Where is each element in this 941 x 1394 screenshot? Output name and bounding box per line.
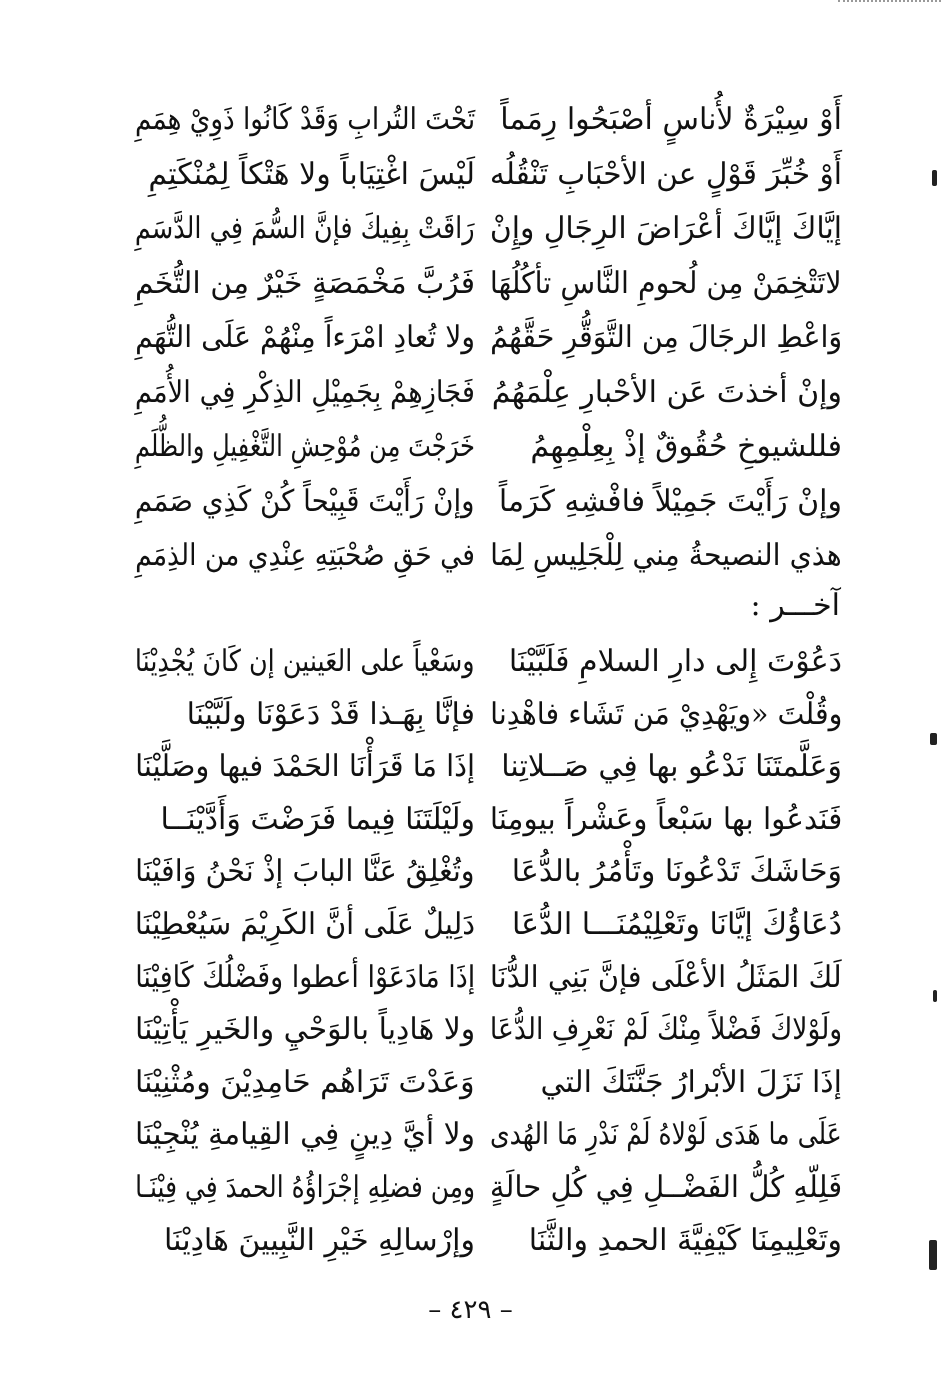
scan-border-dots (838, 0, 941, 22)
verse-first-hemistich (490, 1004, 842, 1056)
verse-text: ومِن فضلِهِ إجْرَاؤُهُ الحمدَ فِي فِيْنَـا (135, 1170, 475, 1205)
verse-text: وتُغْلِقُ عَنَّا البابَ إذْ نَحْنُ وَافَيْنَا (135, 854, 475, 890)
verse-first-hemistich (490, 367, 842, 419)
verse-first-hemistich (490, 149, 842, 201)
verse-text: ولا هَادِياً بالوَحْيِ والخَيرِ يَأْتِيْنَا (134, 1012, 475, 1048)
verse-first-hemistich (490, 846, 842, 898)
verse-text: دَلِيلٌ عَلَى أنَّ الكَرِيْمَ سَيُعْطِيْنَا (134, 907, 475, 942)
verse-text: وَعَلَّمتَنَا نَدْعُو بها فِي صَــلاتِنا (501, 749, 842, 785)
verse-second-hemistich (135, 1057, 475, 1109)
verse-text: وتَعْلِيمِنَا كَيْفِيَّةَ الحمدِ والثَّنَا (528, 1222, 842, 1258)
verse-text: تَحْتَ التُرابِ وَقَدْ كَانُوا ذَوِيْ هِمَمِ (134, 102, 475, 137)
verse-first-hemistich (490, 1215, 842, 1267)
verse-first-hemistich (490, 952, 842, 1004)
page-number: – ٤٢٩ – (428, 1295, 513, 1325)
verse-second-hemistich (135, 899, 475, 951)
verse-second-hemistich (135, 741, 475, 793)
verse-first-hemistich (490, 899, 842, 951)
verse-text: أَوْ خُبِّرَ قَوْلٍ عن الأحْبَابِ تَنْقُلُه (489, 156, 842, 192)
section-title: آخـــر : (750, 588, 840, 623)
verse-text: إيَّاكَ إيَّاكَ أعْرَاضَ الرِجَالِ وإِنْ (489, 211, 842, 246)
verse-text: فإنَّا بِهَـذا قَدْ دَعَوْنَا ولَبَّيْنَا (186, 696, 475, 732)
verse-text: إذَا مَا قَرَأْنَا الحَمْدَ فيها وصَلَّيْنَا (134, 749, 475, 785)
verse-text: دَعُوْتَ إِلى دارِ السلامِ فَلَبَّيْنَا (508, 644, 842, 679)
verse-text: دُعَاؤُكَ إيَّانَا وتَعْلِيْمُنَـــا الدُّعَا (512, 907, 842, 942)
verse-first-hemistich (490, 741, 842, 793)
verse-first-hemistich (490, 203, 842, 255)
verse-first-hemistich (490, 1162, 842, 1214)
verse-text: وَعَدْتَ تَرَاهُم حَامِدِيْنَ ومُثْنِيْنَا (135, 1064, 475, 1100)
verse-text: وإرْسالِهِ خَيْرِ النَّبِيينَ هَادِيْنَا (164, 1222, 475, 1258)
margin-mark (932, 170, 937, 186)
verse-text: فَنَدعُوا بها سَبْعاً وعَشْراً بيومِنَا (489, 801, 842, 837)
verse-text: وإنْ أخذتَ عَن الأحْبارِ عِلْمَهُمُ (491, 374, 842, 410)
verse-second-hemistich (135, 149, 475, 201)
verse-first-hemistich (490, 312, 842, 364)
verse-first-hemistich (490, 258, 842, 310)
verse-first-hemistich (490, 94, 842, 146)
verse-text: ولا تُعادِ امْرَءاً مِنْهُمْ عَلَى التُّهَمِ (135, 320, 475, 355)
margin-mark (930, 733, 937, 745)
margin-mark (933, 990, 937, 1002)
verse-text: لاتَتْخِمَنْ مِن لُحومِ النَّاسِ تأكُلُهَا (490, 265, 842, 301)
verse-first-hemistich (490, 1057, 842, 1109)
verse-second-hemistich (135, 636, 475, 688)
verse-second-hemistich (135, 258, 475, 310)
verse-text: لَكَ المَثَلُ الأعْلَى فإنَّ بَنِي الدُّنَا (490, 959, 842, 995)
verse-first-hemistich (490, 636, 842, 688)
verse-text: فَرُبَّ مَخْمَصَةٍ خَيْرٌ مِن التُّخَمِ (134, 265, 475, 301)
verse-second-hemistich (135, 203, 475, 255)
verse-first-hemistich (490, 1109, 842, 1161)
verse-second-hemistich (135, 794, 475, 846)
verse-text: وَحَاشَكَ تَدْعُونَا وتَأْمُرُ بالدُّعَا (511, 854, 842, 890)
verse-first-hemistich (490, 794, 842, 846)
verse-text: وَاعْطِ الرجَالَ مِن التَّوَقُّرِ حَقَّهُمُ (489, 320, 842, 355)
verse-second-hemistich (135, 312, 475, 364)
verse-text: ولَوْلاكَ فَضْلاً مِنْكَ لَمْ نَعْرِفِ الدُّعَا (489, 1012, 842, 1048)
verse-text: إذَا نَزَلَ الأبْرارُ جَنَّتَكَ التي (540, 1064, 842, 1100)
verse-first-hemistich (490, 530, 842, 582)
verse-text: هذي النصيحةُ مِني لِلْجَلِيسِ لِمَا (490, 538, 842, 573)
verse-second-hemistich (135, 1215, 475, 1267)
verse-text: وقُلْتَ «ويَهْدِيْ مَن تَشَاء فاهْدِنا (489, 696, 842, 732)
verse-text: عَلَى ما هَدَى لَوْلاهُ لَمْ نَدْرِ مَا الهُدى (490, 1117, 842, 1153)
verse-text: لَيْسَ اغْتِيَاباً ولا هَتْكاً لِمُنْكَتِمِ (148, 156, 475, 192)
verse-text: وإنْ رَأَيْتَ جَمِيْلاً فافْشِهِ كَرَماً (498, 483, 842, 519)
verse-first-hemistich (490, 421, 842, 473)
verse-second-hemistich (135, 952, 475, 1004)
verse-second-hemistich (135, 421, 475, 473)
verse-second-hemistich (135, 689, 475, 741)
verse-text: أَوْ سِيْرَةٌ لأُناسٍ أصْبَحُوا رِمَماً (500, 102, 842, 137)
verse-text: فَجَازِهِمْ بِجَمِيْلِ الذِكْرِ فِي الأُمَمِ (134, 374, 475, 410)
verse-second-hemistich (135, 367, 475, 419)
verse-text: ولا أيَّ دِينٍ فِي القِيامةِ يُنْجِيْنَا (135, 1117, 475, 1153)
verse-second-hemistich (135, 94, 475, 146)
verse-first-hemistich (490, 476, 842, 528)
verse-text: وسَعْياً على العَينين إن كَانَ يُجْدِيْنَا (135, 644, 475, 679)
verse-text: فَلِلّهِ كُلُّ الفَضْــلِ فِي كُلِ حالَةٍ (489, 1170, 842, 1205)
verse-text: خَرَجْتَ مِن مُوْحِشِ التَّغْفِيلِ والظُّلَمِ (134, 429, 475, 464)
verse-text: في حَقِ صُحْبَتِهِ عِنْدِي من الذِمَمِ (135, 538, 475, 573)
verse-first-hemistich (490, 689, 842, 741)
verse-text: وإنْ رَأَيْتَ قَبِيْحاً كُنْ كَذِي صَمَمِ (135, 483, 475, 519)
verse-text: إذَا مَادَعَوْا أعطوا وفَضْلُكَ كَافِيْنَا (134, 959, 475, 995)
verse-second-hemistich (135, 846, 475, 898)
verse-text: ولَيْلَتَنَا فِيما فَرَضْتَ وَأَدَّيْنَــا (160, 801, 475, 837)
verse-text: رَاقَتْ بِفِيكَ فإنَّ السُّمَ فِي الدَّسَمِ (135, 211, 475, 246)
verse-text: فللشيوخِ حُقُوقٌ إذْ بِعِلْمِهِمُ (530, 429, 842, 464)
verse-second-hemistich (135, 530, 475, 582)
verse-second-hemistich (135, 1004, 475, 1056)
verse-second-hemistich (135, 1109, 475, 1161)
verse-second-hemistich (135, 476, 475, 528)
verse-second-hemistich (135, 1162, 475, 1214)
margin-mark (929, 1240, 937, 1270)
